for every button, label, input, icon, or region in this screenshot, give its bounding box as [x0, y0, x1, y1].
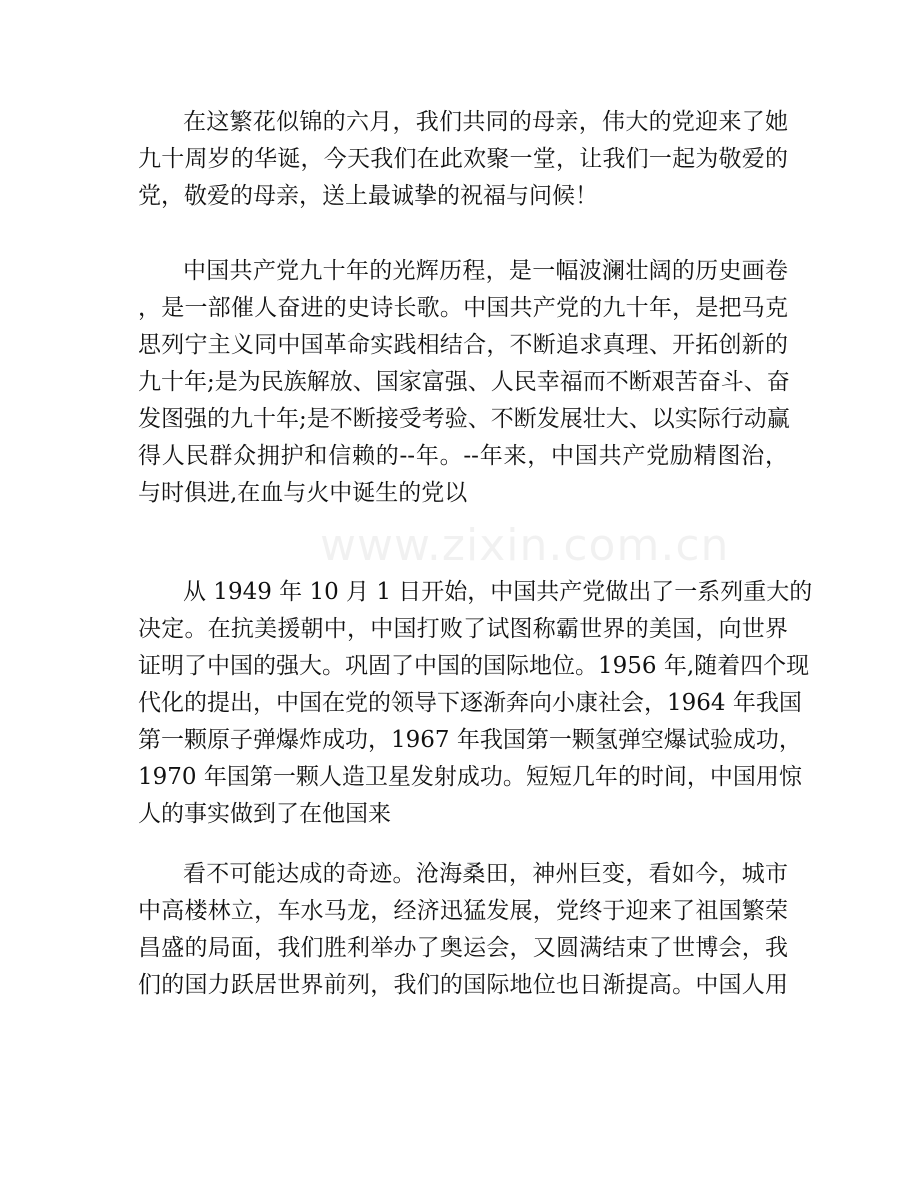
text-line: 证明了中国的强大。巩固了中国的国际地位。1956 年,随着四个现 [138, 653, 810, 679]
paragraph-1 [138, 104, 788, 215]
text-line: 得人民群众拥护和信赖的--年。--年来，中国共产党励精图治， [138, 443, 788, 469]
text-line: 中国共产党九十年的光辉历程，是一幅波澜壮阔的历史画卷 [183, 258, 788, 284]
text-line: 党，敬爱的母亲，送上最诚挚的祝福与问候！ [138, 183, 598, 209]
text-line: 人的事实做到了在他国来 [138, 801, 391, 827]
text-line: 们的国力跃居世界前列，我们的国际地位也日渐提高。中国人用 [138, 972, 788, 998]
text-line: 发图强的九十年;是不断接受考验、不断发展壮大、以实际行动赢 [138, 406, 790, 432]
text-line: 中高楼林立，车水马龙，经济迅猛发展，党终于迎来了祖国繁荣 [138, 898, 788, 924]
text-line: 决定。在抗美援朝中，中国打败了试图称霸世界的美国，向世界 [138, 616, 788, 642]
text-line: 九十周岁的华诞，今天我们在此欢聚一堂，让我们一起为敬爱的 [138, 146, 788, 172]
text-line: 昌盛的局面，我们胜利举办了奥运会，又圆满结束了世博会，我 [138, 935, 788, 961]
text-line: 代化的提出，中国在党的领导下逐渐奔向小康社会，1964 年我国 [138, 690, 802, 716]
text-line: ，是一部催人奋进的史诗长歌。中国共产党的九十年，是把马克 [138, 295, 788, 321]
text-line: 1970 年国第一颗人造卫星发射成功。短短几年的时间，中国用惊 [138, 764, 802, 790]
paragraph-4 [138, 856, 788, 1004]
text-line: 看不可能达成的奇迹。沧海桑田，神州巨变，看如今，城市 [183, 861, 788, 887]
paragraph-2 [138, 253, 788, 512]
text-line: 从 1949 年 10 月 1 日开始，中国共产党做出了一系列重大的 [183, 579, 813, 605]
text-line: 与时俱进,在血与火中诞生的党以 [138, 480, 468, 506]
text-line: 第一颗原子弹爆炸成功，1967 年我国第一颗氢弹空爆试验成功， [138, 727, 802, 753]
text-line: 九十年;是为民族解放、国家富强、人民幸福而不断艰苦奋斗、奋 [138, 369, 790, 395]
text-line: 思列宁主义同中国革命实践相结合，不断追求真理、开拓创新的 [138, 332, 788, 358]
text-line: 在这繁花似锦的六月，我们共同的母亲，伟大的党迎来了她 [183, 109, 788, 135]
paragraph-3 [138, 574, 813, 833]
watermark-text: www.zixin.com.cn [320, 520, 730, 571]
